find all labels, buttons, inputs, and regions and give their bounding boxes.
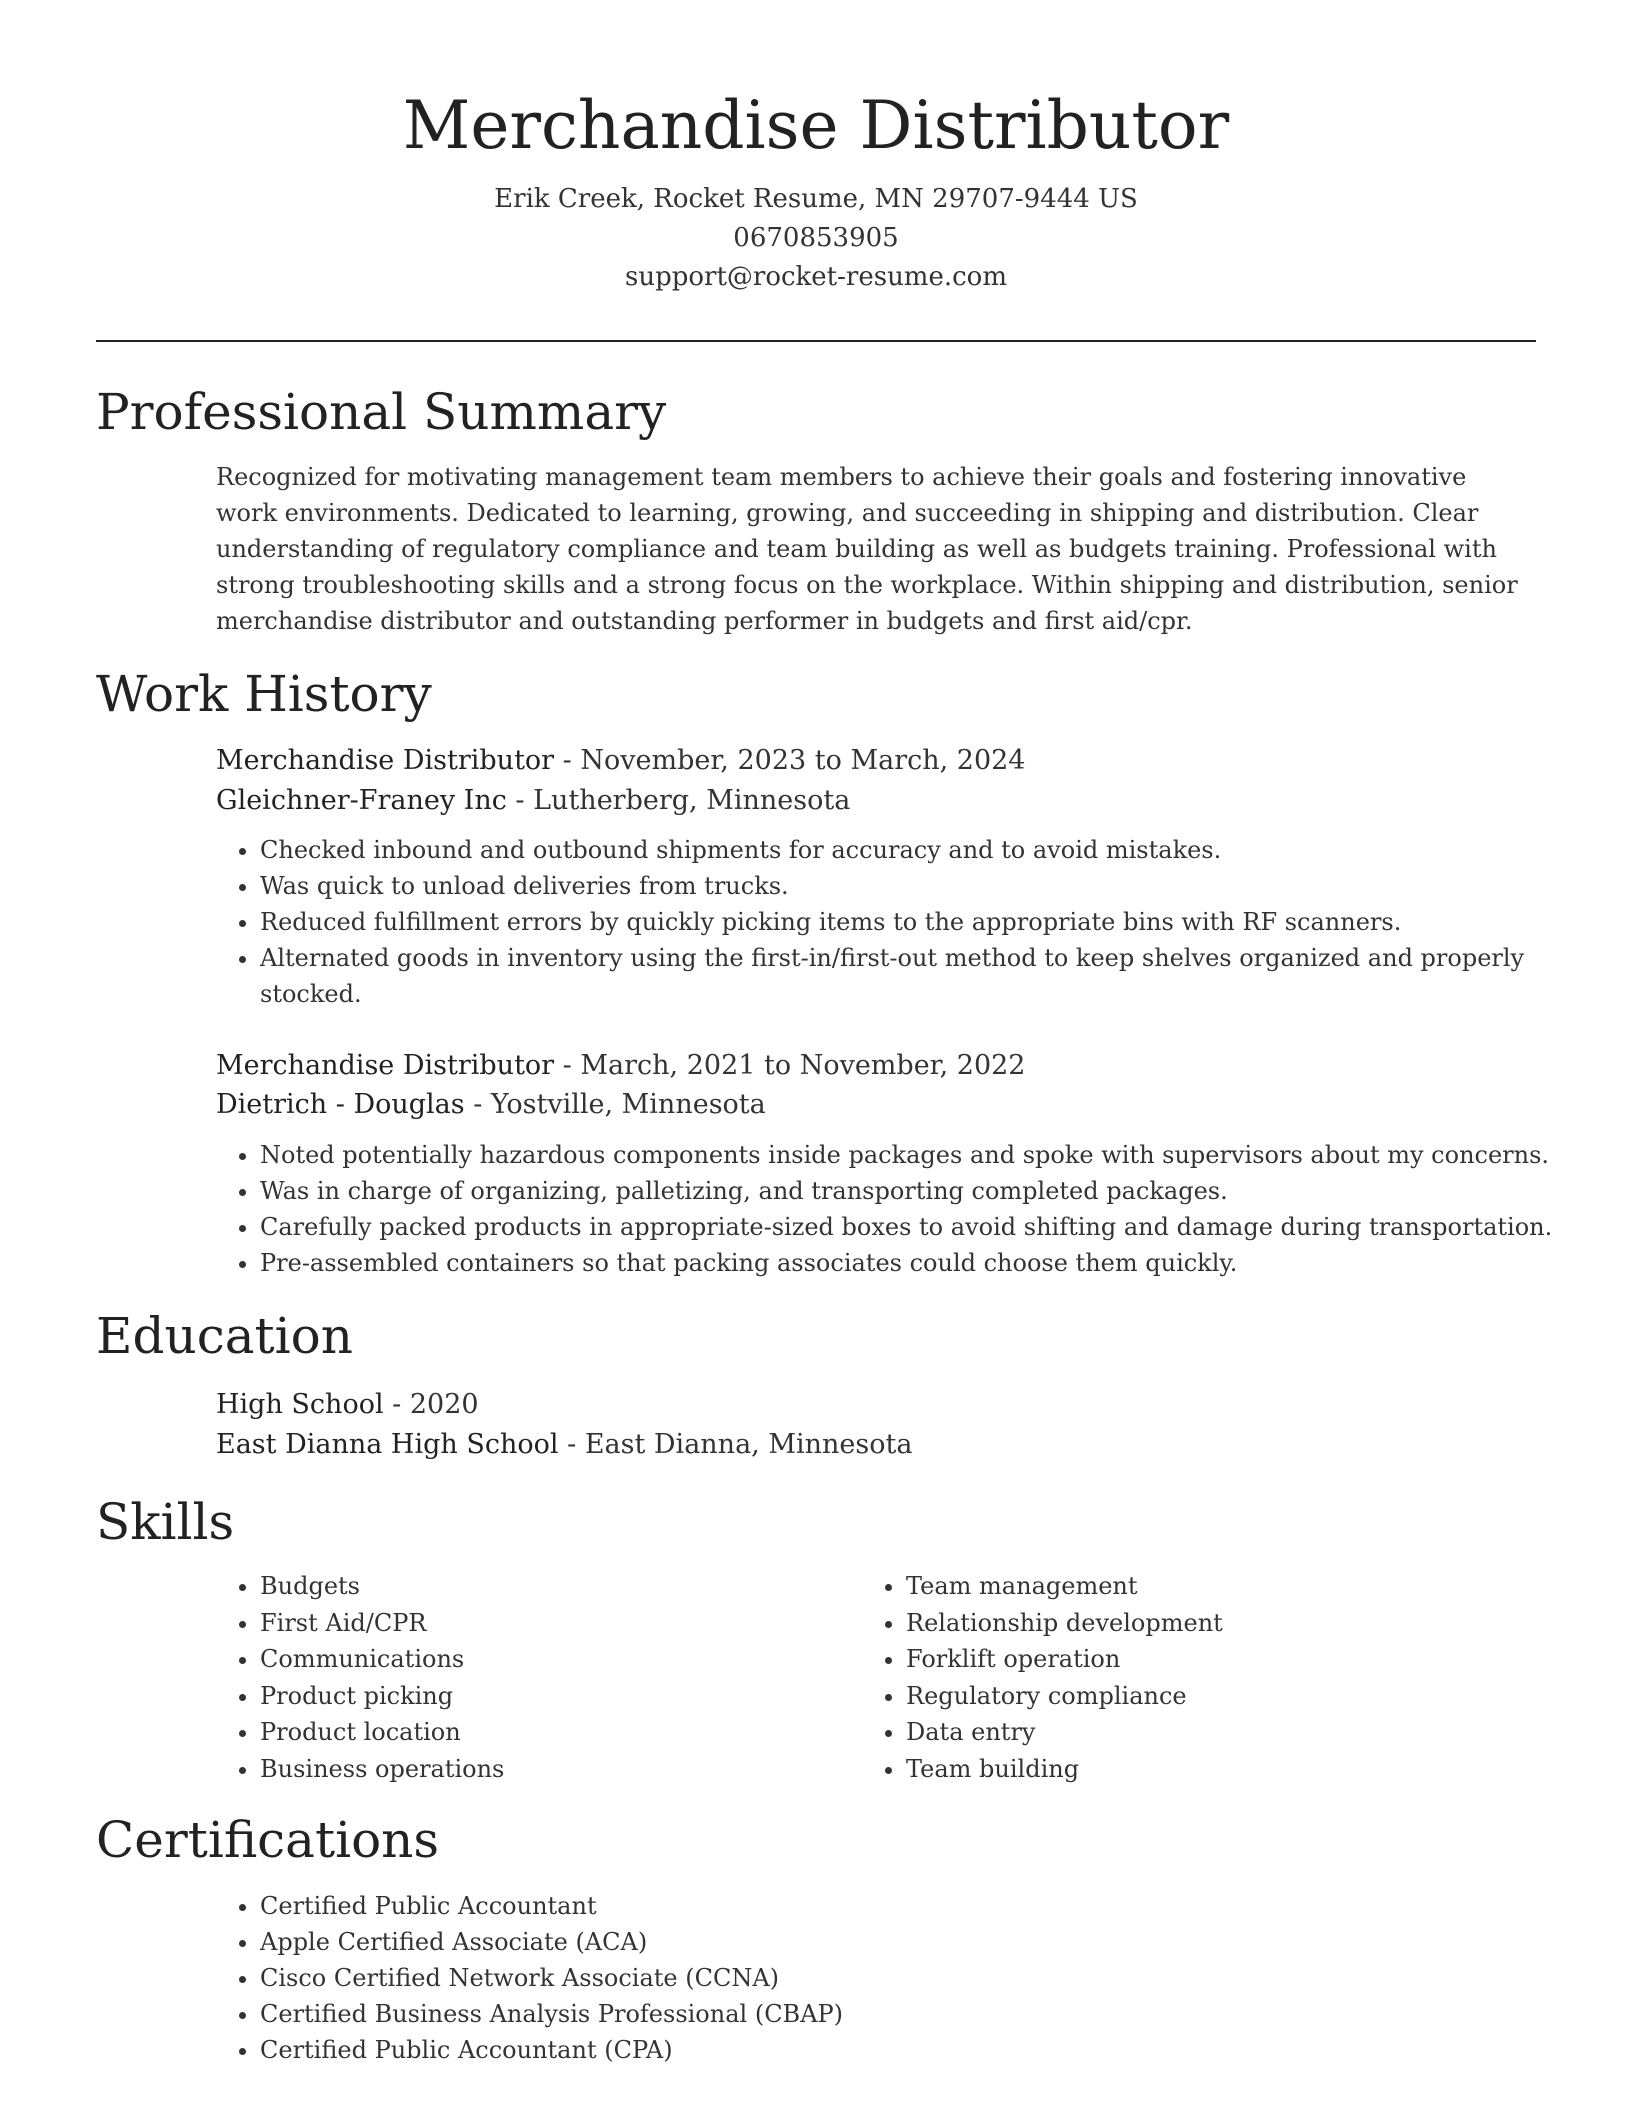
- skill-item: • Product picking: [260, 1678, 860, 1715]
- education-degree-line: [216, 1385, 479, 1425]
- job-2-company: Dietrich - Douglas: [216, 1089, 465, 1120]
- list-item: • Checked inbound and outbound shipments for accuracy and to avoid mistakes.: [260, 832, 1580, 868]
- job-2-bullets: [216, 1137, 1580, 1281]
- job-1-position: Merchandise Distributor: [216, 745, 555, 776]
- job-1-location: - Lutherberg, Minnesota: [506, 785, 851, 816]
- section-title-summary: Professional Summary: [96, 383, 667, 441]
- contact-block: [0, 180, 1632, 297]
- education-location: - East Dianna, Minnesota: [558, 1429, 913, 1460]
- job-1-title-line: [216, 741, 1026, 781]
- list-item: • Was quick to unload deliveries from trucks.: [260, 868, 1580, 904]
- skill-item: • Team building: [906, 1751, 1546, 1788]
- list-item: • Certified Public Accountant (CPA): [260, 2032, 1580, 2068]
- list-item: • Cisco Certified Network Associate (CCNA): [260, 1960, 1580, 1996]
- list-item: • Was in charge of organizing, palletizing, and transporting completed packages.: [260, 1173, 1580, 1209]
- skill-item: • Communications: [260, 1641, 860, 1678]
- job-2-location: - Yostville, Minnesota: [464, 1089, 766, 1120]
- job-2-dates: - March, 2021 to November, 2022: [554, 1050, 1026, 1081]
- certifications-list: [216, 1888, 1580, 2068]
- contact-address: Erik Creek, Rocket Resume, MN 29707-9444 US: [494, 184, 1138, 214]
- section-title-work: Work History: [96, 665, 432, 723]
- list-item: • Certified Business Analysis Professional (CBAP): [260, 1996, 1580, 2032]
- skill-item: • First Aid/CPR: [260, 1605, 860, 1642]
- education-degree: High School: [216, 1389, 384, 1420]
- list-item: • Carefully packed products in appropriate-sized boxes to avoid shifting and damage during transportation.: [260, 1209, 1580, 1245]
- skill-item: • Relationship development: [906, 1605, 1546, 1642]
- section-title-certifications: Certifications: [96, 1811, 440, 1869]
- job-2-company-line: [216, 1085, 766, 1125]
- skills-list-right: [862, 1568, 1546, 1787]
- summary-text: Recognized for motivating management team members to achieve their goals and fostering innovative work environments. Dedicated to learning, growing, and succeeding in shipping and distribution. Clear understanding of regulatory compliance and team building as well as budgets training. Professional with strong troubleshooting skills and a strong focus on the workplace. Within shipping and distribution, senior merchandise distributor and outstanding performer in budgets and first aid/cpr.: [216, 463, 1518, 635]
- job-1-company-line: [216, 781, 850, 821]
- skill-item: • Business operations: [260, 1751, 860, 1788]
- education-school: East Dianna High School: [216, 1429, 559, 1460]
- resume-header: [0, 0, 1632, 297]
- job-1-company: Gleichner-Franey Inc: [216, 785, 507, 816]
- list-item: • Certified Public Accountant: [260, 1888, 1580, 1924]
- skills-list-left: [216, 1568, 860, 1787]
- skill-item: • Forklift operation: [906, 1641, 1546, 1678]
- job-2-title-line: [216, 1046, 1026, 1086]
- job-1-bullets: [216, 832, 1580, 1012]
- skill-item: • Regulatory compliance: [906, 1678, 1546, 1715]
- list-item: • Pre-assembled containers so that packing associates could choose them quickly.: [260, 1245, 1580, 1281]
- list-item: • Apple Certified Associate (ACA): [260, 1924, 1580, 1960]
- education-year: - 2020: [383, 1389, 479, 1420]
- job-2-position: Merchandise Distributor: [216, 1050, 555, 1081]
- list-item: • Noted potentially hazardous components inside packages and spoke with supervisors about my concerns.: [260, 1137, 1580, 1173]
- contact-email: support@rocket-resume.com: [624, 262, 1007, 292]
- section-title-education: Education: [96, 1307, 353, 1365]
- contact-phone: 0670853905: [733, 223, 899, 253]
- job-1-dates: - November, 2023 to March, 2024: [554, 745, 1026, 776]
- header-divider: [96, 340, 1536, 342]
- skill-item: • Data entry: [906, 1714, 1546, 1751]
- skill-item: • Budgets: [260, 1568, 860, 1605]
- list-item: • Alternated goods in inventory using the first-in/first-out method to keep shelves organized and properly stocked.: [260, 940, 1580, 1012]
- section-title-skills: Skills: [96, 1493, 235, 1551]
- list-item: • Reduced fulfillment errors by quickly picking items to the appropriate bins with RF scanners.: [260, 904, 1580, 940]
- skill-item: • Team management: [906, 1568, 1546, 1605]
- education-school-line: [216, 1425, 912, 1465]
- candidate-title: Merchandise Distributor: [402, 87, 1230, 164]
- skill-item: • Product location: [260, 1714, 860, 1751]
